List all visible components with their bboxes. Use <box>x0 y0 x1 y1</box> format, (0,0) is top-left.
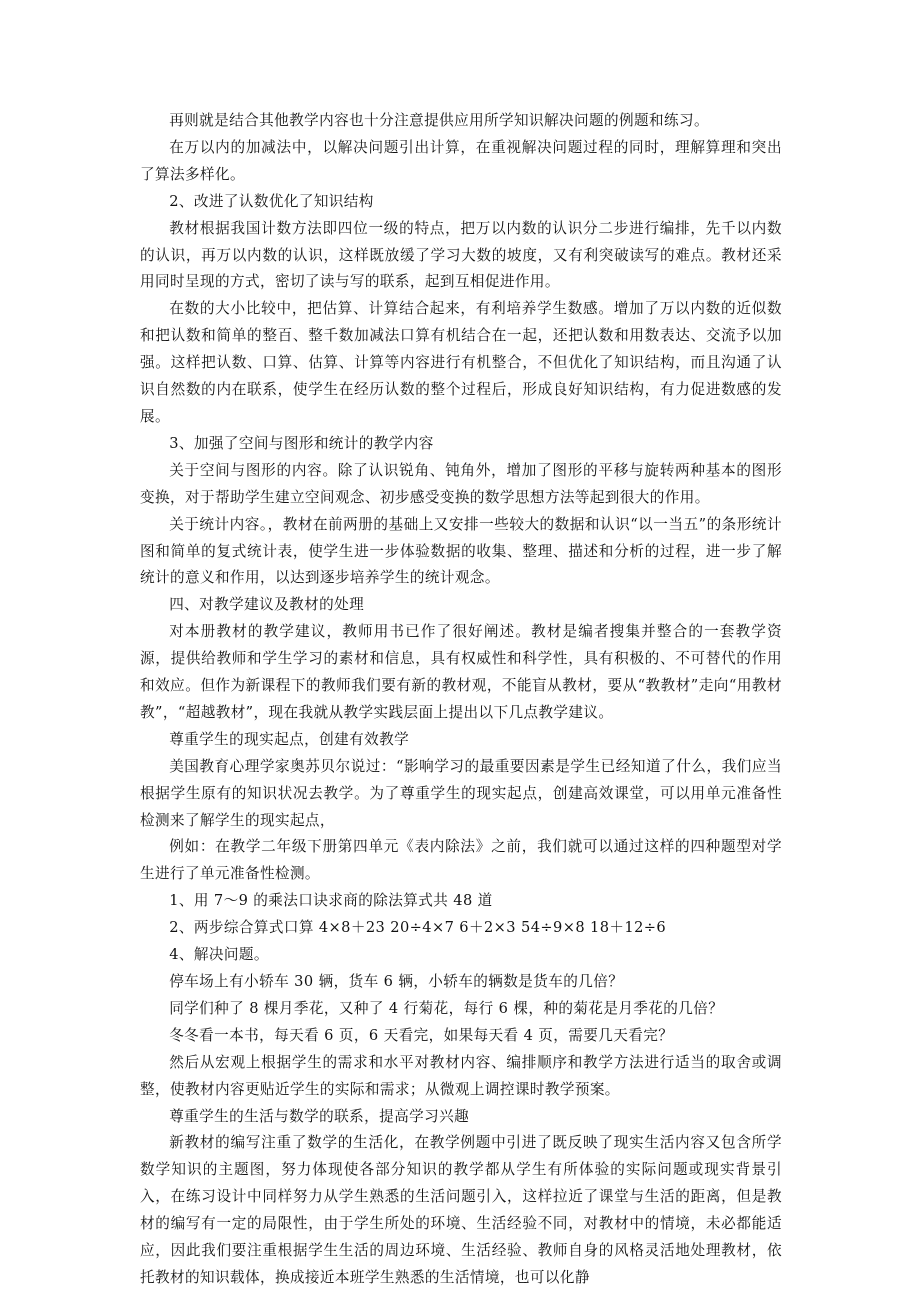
paragraph: 关于统计内容。，教材在前两册的基础上又安排一些较大的数据和认识“以一当五”的条形统计图和简单的复式统计表，使学生进一步体验数据的收集、整理、描述和分析的过程，进一步了解统计的意义和作用，以达到逐步培养学生的统计观念。 <box>140 515 782 587</box>
section-heading: 尊重学生的生活与数学的联系，提高学习兴趣 <box>169 1107 470 1125</box>
section-heading: 2、改进了认数优化了知识结构 <box>169 192 374 210</box>
list-item: 2、两步综合算式口算 4×8＋23 20÷4×7 6＋2×3 54÷9×8 18＋12÷6 <box>169 919 667 937</box>
section-heading: 尊重学生的现实起点，创建有效教学 <box>169 730 410 748</box>
paragraph: 教材根据我国计数方法即四位一级的特点，把万以内数的认识分二步进行编排，先千以内数的认识，再万以内数的认识，这样既放缓了学习大数的坡度，又有利突破读写的难点。教材还采用同时呈现的方式，密切了读与写的联系，起到互相促进作用。 <box>140 219 782 291</box>
paragraph: 例如：在教学二年级下册第四单元《表内除法》之前，我们就可以通过这样的四种题型对学生进行了单元准备性检测。 <box>140 838 782 883</box>
section-heading: 3、加强了空间与图形和统计的教学内容 <box>169 434 434 452</box>
problem-item: 冬冬看一本书，每天看 6 页，6 天看完，如果每天看 4 页，需要几天看完？ <box>169 1026 674 1044</box>
paragraph: 新教材的编写注重了数学的生活化，在教学例题中引进了既反映了现实生活内容又包含所学数学知识的主题图，努力体现使各部分知识的教学都从学生有所体验的实际问题或现实背景引入，在练习设计中同样努力从学生熟悉的生活问题引入，这样拉近了课堂与生活的距离，但是教材的编写有一定的局限性，由于学生所处的环境、生活经验不同，对教材中的情境，未必都能适应，因此我们要注重根据学生生活的周边环境、生活经验、教师自身的风格灵活地处理教材，依托教材的知识载体，换成接近本班学生熟悉的生活情境，也可以化静 <box>140 1134 782 1286</box>
problem-item: 停车场上有小轿车 30 辆，货车 6 辆，小轿车的辆数是货车的几倍？ <box>169 973 624 990</box>
section-heading: 四、对教学建议及教材的处理 <box>169 596 365 614</box>
paragraph: 在万以内的加减法中，以解决问题引出计算，在重视解决问题过程的同时，理解算理和突出了算法多样化。 <box>140 138 782 183</box>
list-item: 1、用 7～9 的乘法口诀求商的除法算式共 48 道 <box>169 892 493 910</box>
paragraph: 对本册教材的教学建议，教师用书已作了很好阐述。教材是编者搜集并整合的一套教学资源，提供给教师和学生学习的素材和信息，具有权威性和科学性，具有积极的、不可替代的作用和效应。但作为新课程下的教师我们要有新的教材观，不能盲从教材，要从“教教材”走向“用教材教”，“超越教材”，现在我就从教学实践层面上提出以下几点教学建议。 <box>140 623 782 721</box>
document-page <box>140 108 782 1292</box>
problem-item: 同学们种了 8 棵月季花，又种了 4 行菊花，每行 6 棵，种的菊花是月季花的几倍？ <box>169 999 724 1017</box>
list-item: 4、解决问题。 <box>169 946 269 964</box>
paragraph: 关于空间与图形的内容。除了认识锐角、钝角外，增加了图形的平移与旋转两种基本的图形变换，对于帮助学生建立空间观念、初步感受变换的数学思想方法等起到很大的作用。 <box>140 461 782 506</box>
paragraph: 在数的大小比较中，把估算、计算结合起来，有利培养学生数感。增加了万以内数的近似数和把认数和简单的整百、整千数加减法口算有机结合在一起，还把认数和用数表达、交流予以加强。这样把认数、口算、估算、计算等内容进行有机整合，不但优化了知识结构，而且沟通了认识自然数的内在联系，使学生在经历认数的整个过程后，形成良好知识结构，有力促进数感的发展。 <box>140 300 782 425</box>
paragraph: 再则就是结合其他教学内容也十分注意提供应用所学知识解决问题的例题和练习。 <box>169 112 709 129</box>
paragraph: 然后从宏观上根据学生的需求和水平对教材内容、编排顺序和教学方法进行适当的取舍或调整，使教材内容更贴近学生的实际和需求；从微观上调控课时教学预案。 <box>140 1053 782 1098</box>
paragraph: 美国教育心理学家奥苏贝尔说过：“影响学习的最重要因素是学生已经知道了什么，我们应当根据学生原有的知识状况去教学。为了尊重学生的现实起点，创建高效课堂，可以用单元准备性检测来了解学生的现实起点， <box>140 757 782 829</box>
